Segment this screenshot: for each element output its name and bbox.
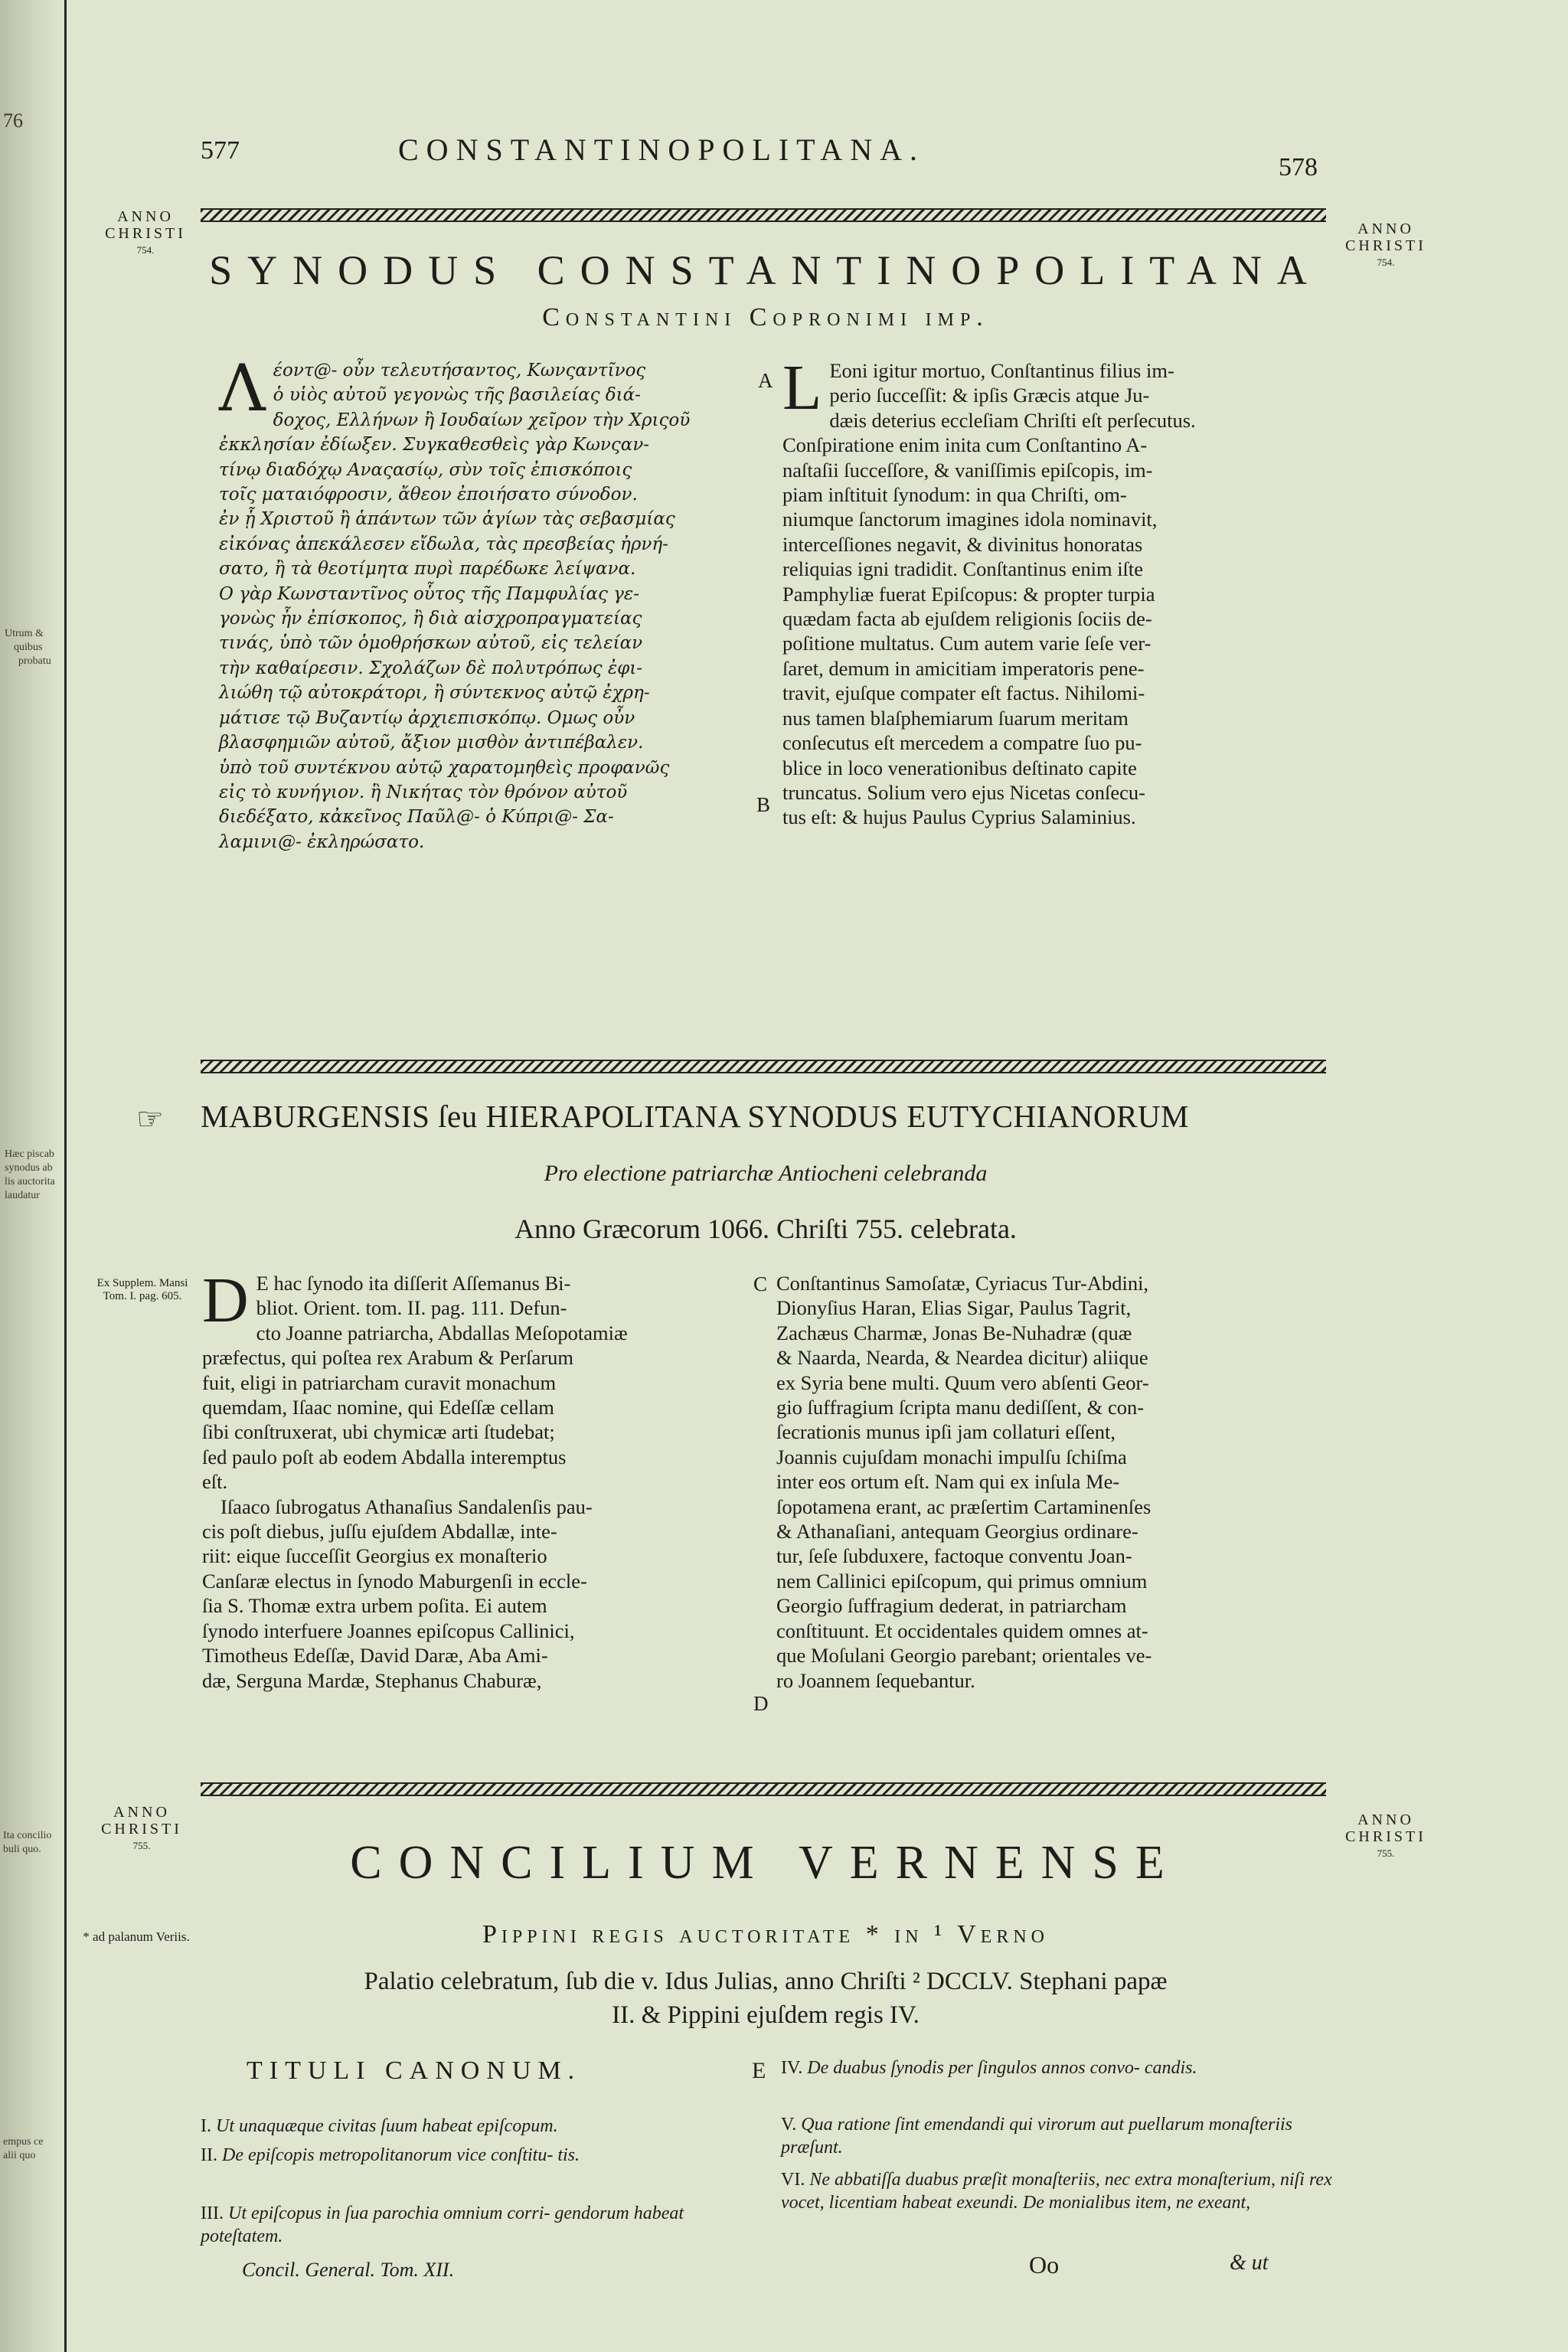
text-line: riit: eique ſucceſſit Georgius ex monaſterio	[202, 1544, 547, 1568]
canon-text: De epiſcopis metropolitanorum vice conſtitu- tis.	[221, 2145, 580, 2165]
latin-line: Pamphyliæ fuerat Epiſcopus: & propter turpia	[782, 582, 1155, 606]
ornamental-rule	[201, 208, 1326, 222]
greek-line: μάτισε τῷ Βυζαντίῳ ἀρχιεπισκόπῳ. Ομως οὖν	[219, 707, 635, 728]
anno-year: 754.	[136, 244, 155, 256]
text-line: Conſtantinus Samoſatæ, Cyriacus Tur-Abdini,	[776, 1272, 1149, 1295]
gutter-fragment: 76	[3, 109, 23, 132]
volume-reference: Concil. General. Tom. XII.	[242, 2259, 455, 2281]
text-line: cto Joanne patriarcha, Abdallas Meſopotamiæ	[256, 1321, 628, 1344]
latin-line: poſitione multatus. Cum autem varie ſeſe ver-	[782, 632, 1152, 655]
text-line: Dionyſius Haran, Elias Sigar, Paulus Tagrit,	[776, 1296, 1132, 1320]
text-line: gio ſuffragium ſcripta manu dediſſent, & con-	[776, 1396, 1145, 1419]
text-line: ſed paulo poſt ab eodem Abdalla interemptus	[202, 1445, 567, 1468]
margin-marker-c: C	[753, 1272, 768, 1295]
greek-line: λαμινι@- ἐκληρώσατο.	[219, 831, 425, 852]
latin-line: conſecutus eſt mercedem a compatre ſuo pu-	[782, 731, 1142, 755]
text-line: Zachæus Charmæ, Jonas Be-Nuhadræ (quæ	[776, 1321, 1132, 1344]
synod2-dropcap: D	[202, 1265, 249, 1336]
canon-item	[201, 2115, 752, 2138]
latin-line: blice in loco venerationibus deſtinato capite	[782, 756, 1137, 779]
canon-number: V.	[781, 2115, 797, 2135]
synod1-subtitle: Constantini Copronimi imp.	[542, 303, 989, 332]
ornamental-rule	[201, 1060, 1326, 1073]
synod2-right-column	[776, 1271, 1329, 1693]
text-line: ſecrationis munus ipſi jam collaturi eſſent,	[776, 1420, 1116, 1444]
text-line: inter eos ortum eſt. Nam qui ex inſula Me-	[776, 1470, 1120, 1494]
text-line: ex Syria bene multi. Quum vero abſenti Geor-	[776, 1370, 1149, 1394]
gutter-fragment: buli quo.	[3, 1844, 41, 1855]
text-line: dæ, Serguna Mardæ, Stephanus Chaburæ,	[202, 1668, 542, 1692]
gutter-fragment: probatu	[18, 655, 51, 667]
margin-marker-d: D	[753, 1692, 769, 1715]
gutter-fragment: empus ce	[3, 2136, 44, 2148]
running-title: CONSTANTINOPOLITANA.	[398, 132, 926, 167]
text-line: Georgio ſuffragium dederat, in patriarcham	[776, 1594, 1127, 1618]
latin-dropcap: L	[782, 352, 822, 423]
greek-line: εἰς τὸ κυνήγιον. ἢ Νικήτας τὸν θρόνον αὐτοῦ	[219, 782, 628, 802]
margin-marker-b: B	[756, 793, 771, 816]
canon-number: III.	[201, 2203, 224, 2223]
latin-line: quædam facta ab ejuſdem religionis ſociis de-	[782, 607, 1152, 631]
tituli-heading: TITULI CANONUM.	[247, 2056, 582, 2085]
margin-note-source: Ex Supplem. Mansi Tom. I. pag. 605.	[96, 1277, 188, 1302]
canon-text: Ut unaquæque civitas ſuum habeat epiſcopum.	[216, 2116, 558, 2136]
gutter-fragment: Hæc piscab	[5, 1148, 54, 1160]
canon-item	[781, 2113, 1332, 2159]
latin-line: naſtaſii ſucceſſore, & vaniſſimis epiſcopis, im-	[782, 458, 1153, 482]
text-line: E hac ſynodo ita diſſerit Aſſemanus Bi-	[256, 1272, 571, 1295]
binding-line	[64, 0, 67, 2352]
greek-line: διεδέξατο, κἀκεῖνος Παῦλ@- ὁ Κύπρι@- Σα-	[219, 807, 614, 828]
pointing-hand-icon: ☞	[136, 1102, 164, 1136]
greek-text-column	[219, 351, 755, 854]
greek-dropcap: Λ	[219, 351, 266, 426]
canon-text: Ut epiſcopus in ſua parochia omnium corri- gendorum habeat poteſtatem.	[201, 2203, 684, 2246]
canon-item	[201, 2144, 752, 2167]
text-line: ro Joannem ſequebantur.	[776, 1668, 975, 1692]
latin-line: reliquias igni tradidit. Conſtantinus enim iſte	[782, 557, 1144, 581]
latin-line: travit, ejuſque compater eſt factus. Nihilomi-	[782, 681, 1145, 705]
gutter-fragment: alii quo	[3, 2150, 36, 2161]
canon-item	[781, 2168, 1332, 2214]
margin-note-palanum: * ad palanum Veriis.	[83, 1929, 190, 1944]
latin-line: truncatus. Solium vero ejus Nicetas conſecu-	[782, 780, 1145, 804]
gutter-fragment: quibus	[14, 642, 43, 653]
greek-line: ὑπὸ τοῦ συντέκνου αὐτῷ χαρατομηθεὶς προφανῶς	[219, 757, 670, 778]
greek-line: ἐκκλησίαν ἐδίωξεν. Συγκαθεσθεὶς γὰρ Κωνςαν-	[219, 435, 650, 456]
latin-line: Conſpiratione enim inita cum Conſtantino A-	[782, 433, 1148, 457]
canon-text: De duabus ſynodis per ſingulos annos convo- candis.	[807, 2058, 1197, 2078]
canon-item	[781, 2056, 1332, 2079]
canon-text: Ne abbatiſſa duabus præſit monaſteriis, nec extra monaſterium, niſi rex vocet, licentiam habeat exeundi. De monialibus item, ne exeant,	[781, 2170, 1332, 2213]
canon-number: IV.	[781, 2058, 803, 2078]
text-line: Joannis cujuſdam monachi impulſu ſchiſma	[776, 1445, 1127, 1468]
greek-line: τινάς, ὑπὸ τῶν ὁμοθρήσκων αὐτοῦ, εἰς τελείαν	[219, 633, 643, 654]
canon-number: II.	[201, 2145, 217, 2165]
text-line: Canſaræ electus in ſynodo Maburgenſi in eccle-	[202, 1569, 587, 1592]
synod2-title: MABURGENSIS ſeu HIERAPOLITANA SYNODUS EUTYCHIANORUM	[201, 1099, 1189, 1134]
gutter-fragment: synodus ab	[5, 1162, 53, 1174]
text-line: & Athanaſiani, antequam Georgius ordinare-	[776, 1520, 1138, 1544]
greek-line: εἰκόνας ἀπεκάλεσεν εἴδωλα, τὰς πρεσβείας ἠρνή-	[219, 534, 668, 554]
latin-line: perio ſucceſſit: & ipſis Græcis atque Ju-	[829, 384, 1150, 407]
gutter-fragment: lis auctorita	[5, 1176, 55, 1187]
latin-text-column	[782, 352, 1318, 830]
canon-item	[201, 2202, 752, 2248]
latin-line: nus tamen blaſphemiarum ſuarum meritam	[782, 706, 1129, 730]
text-line: fuit, eligi in patriarcham curavit monachum	[202, 1370, 557, 1394]
greek-line: έοντ@- οὖν τελευτήσαντος, Κωνςαντῖνος	[273, 361, 646, 381]
gutter-fragment: laudatur	[5, 1190, 40, 1201]
greek-line: δοχος, Ελλήνων ἢ Ιουδαίων χεῖρον τὴν Χριςοῦ	[273, 410, 691, 430]
text-line: cis poſt diebus, juſſu ejuſdem Abdallæ, inte-	[202, 1520, 557, 1544]
margin-marker-e: E	[752, 2058, 766, 2083]
latin-line: dæis deterius eccleſiam Chriſti eſt perſecutus.	[829, 408, 1196, 432]
anno-label: ANNO CHRISTI	[101, 1804, 182, 1838]
anno-christi-left	[92, 1804, 191, 1854]
greek-line: τοῖς ματαιόφροσιν, ἄθεον ἐποιήσατο σύνοδον.	[219, 485, 638, 505]
synod1-title: SYNODUS CONSTANTINOPOLITANA	[209, 247, 1322, 293]
greek-line: βλασφημιῶν αὐτοῦ, ἄξιον μισθὸν ἀντιπέβαλεν.	[219, 733, 644, 753]
gutter-fragment: Ita concilio	[3, 1830, 52, 1841]
council-title: CONCILIUM VERNENSE	[350, 1837, 1181, 1889]
anno-label: ANNO CHRISTI	[1345, 1811, 1426, 1845]
signature-mark: Oo	[1029, 2251, 1060, 2278]
anno-christi-left	[100, 208, 191, 259]
greek-line: λιώθη τῷ αὐτοκράτορι, ἢ σύντεκνος αὐτῷ ἐχρη-	[219, 683, 650, 704]
canon-text: Qua ratione ſint emendandi qui virorum aut puellarum monaſteriis præſunt.	[781, 2115, 1292, 2158]
anno-year: 755.	[1377, 1847, 1395, 1859]
anno-label: ANNO CHRISTI	[105, 208, 186, 242]
greek-line: Ο γὰρ Κωνσταντῖνος οὗτος τῆς Παμφυλίας γε-	[219, 583, 639, 604]
latin-line: ſaret, demum in amicitiam imperatoris pene-	[782, 656, 1145, 680]
text-line: Iſaaco ſubrogatus Athanaſius Sandalenſis pau-	[220, 1494, 593, 1518]
synod2-subtitle: Pro electione patriarchæ Antiocheni celebranda	[544, 1161, 988, 1186]
latin-line: niumque ſanctorum imagines idola nominavit,	[782, 508, 1158, 531]
latin-line: Eoni igitur mortuo, Conſtantinus filius im-	[829, 359, 1174, 382]
text-line: quemdam, Iſaac nomine, qui Edeſſæ cellam	[202, 1396, 554, 1419]
text-line: ſopotamena erant, ac præſertim Cartaminenſes	[776, 1494, 1152, 1518]
anno-christi-right	[1336, 1811, 1436, 1862]
text-line: conſtituunt. Et occidentales quidem omnes at-	[776, 1619, 1148, 1642]
text-line: tur, ſeſe ſubduxere, factoque conventu Joan-	[776, 1544, 1132, 1568]
gutter-fragment: Utrum &	[5, 628, 44, 639]
council-line3: II. & Pippini ejuſdem regis IV.	[612, 2001, 920, 2029]
margin-marker-a: A	[758, 369, 773, 392]
text-line: eſt.	[202, 1470, 228, 1494]
text-line: que Moſulani Georgio parebant; orientales ve-	[776, 1644, 1152, 1668]
greek-line: ὁ υἱὸς αὐτοῦ γεγονὼς τῆς βασιλείας διά-	[273, 385, 641, 406]
latin-line: interceſſiones negavit, & divinitus honoratas	[782, 532, 1143, 556]
text-line: nem Callinici epiſcopum, qui primus omnium	[776, 1569, 1148, 1592]
greek-line: σατο, ἢ τὰ θεοτίμητα πυρὶ παρέδωκε λείψανα.	[219, 559, 636, 580]
latin-line: piam inſtituit ſynodum: in qua Chriſti, om-	[782, 483, 1127, 507]
greek-line: γονὼς ἦν ἐπίσκοπος, ἢ διὰ αἰσχροπραγματείας	[219, 609, 642, 629]
text-line: ſibi conſtruxerat, ubi chymicæ arti ſtudebat;	[202, 1420, 555, 1444]
council-line2: Palatio celebratum, ſub die v. Idus Julias, anno Chriſti ² DCCLV. Stephani papæ	[364, 1968, 1168, 1995]
canon-number: VI.	[781, 2170, 805, 2190]
anno-year: 754.	[1377, 256, 1395, 268]
synod2-left-column	[202, 1265, 750, 1693]
greek-line: τὴν καθαίρεσιν. Σχολάζων δὲ πολυτρόπως ἐφι-	[219, 658, 643, 678]
page-number-left: 577	[201, 136, 240, 165]
text-line: præfectus, qui poſtea rex Arabum & Perſarum	[202, 1346, 573, 1370]
greek-line: ἐν ᾗ Χριστοῦ ἢ ἁπάντων τῶν ἁγίων τὰς σεβασμίας	[219, 509, 675, 530]
latin-line: tus eſt: & hujus Paulus Cyprius Salaminius.	[782, 805, 1136, 829]
text-line: & Naarda, Nearda, & Neardea dicitur) aliique	[776, 1346, 1148, 1370]
synod2-dateline: Anno Græcorum 1066. Chriſti 755. celebrata.	[514, 1214, 1017, 1244]
page-number-right: 578	[1279, 153, 1318, 181]
greek-line: τίνῳ διαδόχῳ Αναςασίῳ, σὺν τοῖς ἐπισκόποις	[219, 459, 632, 480]
catchword: & ut	[1230, 2251, 1269, 2275]
ornamental-rule	[201, 1782, 1326, 1796]
anno-label: ANNO CHRISTI	[1345, 220, 1426, 254]
text-line: bliot. Orient. tom. II. pag. 111. Defun-	[256, 1296, 567, 1320]
text-line: ſynodo interfuere Joannes epiſcopus Callinici,	[202, 1619, 575, 1642]
text-line: Timotheus Edeſſæ, David Daræ, Aba Ami-	[202, 1644, 548, 1668]
text-line: ſia S. Thomæ extra urbem poſita. Ei autem	[202, 1594, 547, 1618]
anno-christi-right	[1336, 220, 1436, 271]
council-line1: Pippini regis auctoritate * in ¹ Verno	[482, 1920, 1049, 1949]
anno-year: 755.	[132, 1840, 151, 1851]
canon-number: I.	[201, 2116, 211, 2136]
